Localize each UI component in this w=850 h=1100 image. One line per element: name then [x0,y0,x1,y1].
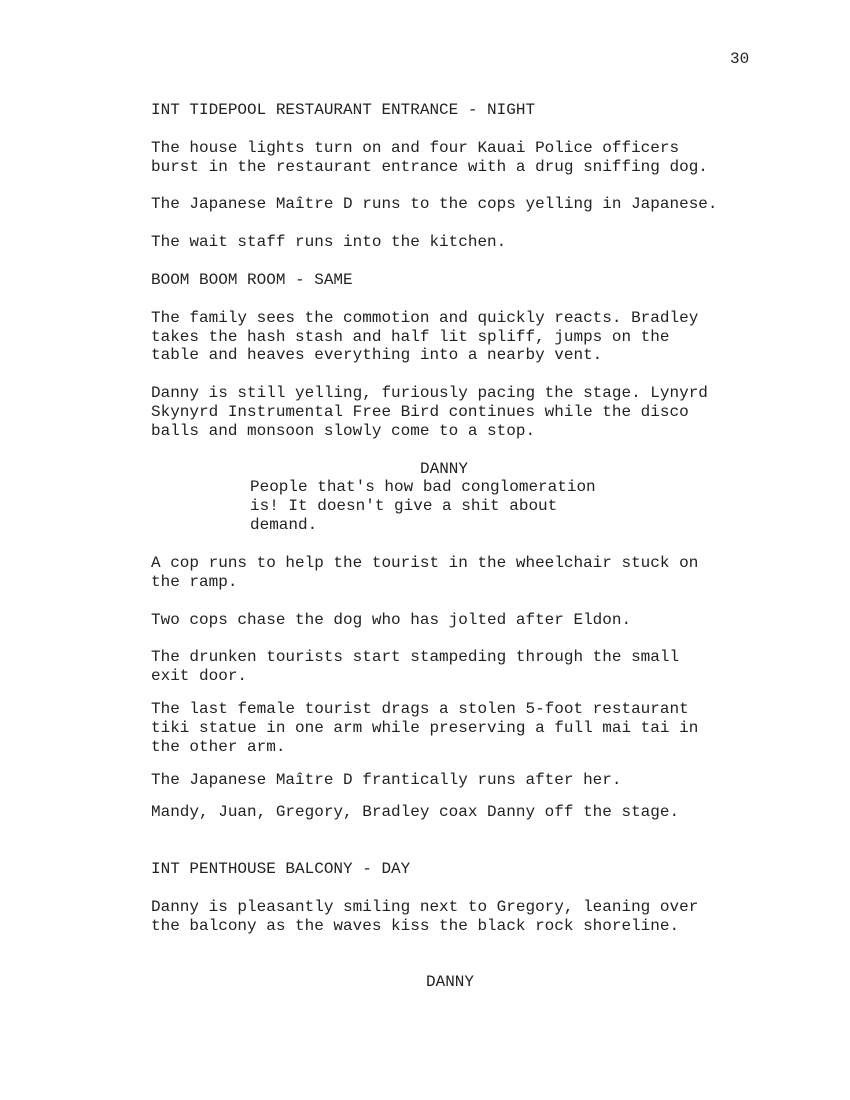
action-line: the ramp. [151,573,238,591]
action-line: Two cops chase the dog who has jolted after Eldon. [151,611,632,629]
action-line: tiki statue in one arm while preserving a full mai tai in [151,719,699,737]
action-line: Skynyrd Instrumental Free Bird continues while the disco [151,403,689,421]
action-line: The drunken tourists start stampeding through the small [151,648,680,666]
action-line: The family sees the commotion and quickly reacts. Bradley [151,309,699,327]
action-line: The Japanese Maître D frantically runs after her. [151,771,622,789]
action-line: the balcony as the waves kiss the black rock shoreline. [151,917,680,935]
character-cue: DANNY [426,973,475,991]
action-line: Danny is still yelling, furiously pacing the stage. Lynyrd [151,384,708,402]
action-line: The house lights turn on and four Kauai Police officers [151,139,680,157]
action-line: The last female tourist drags a stolen 5-foot restaurant [151,700,689,718]
dialogue-line: People that's how bad conglomeration [250,478,596,496]
action-line: Danny is pleasantly smiling next to Gregory, leaning over [151,898,699,916]
action-line: Mandy, Juan, Gregory, Bradley coax Danny off the stage. [151,803,680,821]
action-line: balls and monsoon slowly come to a stop. [151,422,536,440]
action-line: The Japanese Maître D runs to the cops yelling in Japanese. [151,195,718,213]
character-cue: DANNY [420,460,469,478]
action-line: A cop runs to help the tourist in the wheelchair stuck on [151,554,699,572]
dialogue-line: is! It doesn't give a shit about [250,497,558,515]
action-line: table and heaves everything into a nearby vent. [151,346,603,364]
action-line: takes the hash stash and half lit spliff, jumps on the [151,328,670,346]
action-line: exit door. [151,667,248,685]
page-number: 30 [730,50,750,68]
dialogue-line: demand. [250,516,318,534]
scene-heading: INT TIDEPOOL RESTAURANT ENTRANCE - NIGHT [151,101,536,119]
scene-heading: BOOM BOOM ROOM - SAME [151,271,353,289]
scene-heading: INT PENTHOUSE BALCONY - DAY [151,860,411,878]
action-line: The wait staff runs into the kitchen. [151,233,507,251]
action-line: burst in the restaurant entrance with a drug sniffing dog. [151,158,708,176]
action-line: the other arm. [151,738,286,756]
